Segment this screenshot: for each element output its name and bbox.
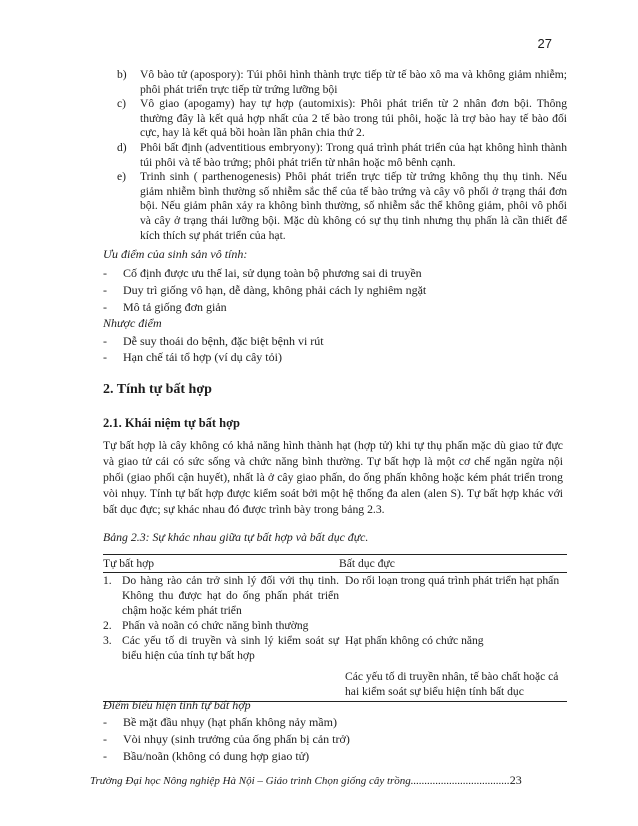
advantage-item: - Mô tả giống đơn giản bbox=[103, 300, 227, 314]
table-row bbox=[103, 663, 567, 701]
expression-item: - Bề mặt đầu nhụy (hạt phấn không nảy mầm) bbox=[103, 715, 337, 729]
table-row bbox=[103, 618, 567, 633]
comparison-table bbox=[103, 554, 567, 702]
expression-item: - Vòi nhụy (sinh trưởng của ống phấn bị cản trở) bbox=[103, 732, 350, 746]
list-marker: e) bbox=[117, 170, 127, 184]
footer-text: Trường Đại học Nông nghiệp Hà Nội – Giáo trình Chọn giống cây trồng.................................... bbox=[90, 775, 510, 787]
table-row bbox=[103, 633, 567, 663]
list-item-text: Vô bào tử (apospory): Túi phôi hình thành trực tiếp từ tế bào xô ma và không giảm nhiễm; phôi phát triển trực tiếp từ trứng lưỡng bội bbox=[140, 68, 567, 96]
table-cell: 2. Phấn và noãn có chức năng bình thường bbox=[103, 619, 309, 632]
list-item-text: Trinh sinh ( parthenogenesis) Phôi phát triển trực tiếp từ trứng không thụ thụ tinh. Nếu giảm nhiễm bình thường số nhiễm sắc thể của tế bào trứng và cây vô phối ở trạng thái đơn bội. Nếu giảm phân xảy ra không bình thường, số nhiễm sắc thể không giảm, phôi vô phối và cây ở trạng thái lưỡng bội. Mặc dù không có sự thụ tinh nhưng thụ phấn là cần thiết để kích thích sự phát triển của hạt. bbox=[140, 170, 567, 242]
table-header bbox=[103, 555, 567, 573]
table-row bbox=[103, 573, 567, 618]
list-item-text: Phôi bất định (adventitious embryony): Trong quá trình phát triển của hạt không hình thành túi phôi và tế bào trứng; phôi phát triển từ nhân hoặc mô bênh cạnh. bbox=[140, 140, 567, 169]
table-caption: Bảng 2.3: Sự khác nhau giữa tự bất hợp và bất dục đực. bbox=[103, 530, 369, 544]
list-marker: c) bbox=[117, 97, 127, 111]
disadvantage-item: - Hạn chế tái tổ hợp (ví dụ cây tỏi) bbox=[103, 350, 282, 364]
table-cell bbox=[345, 618, 567, 633]
table-cell: 3. Các yếu tố di truyền và sinh lý kiểm soát sự biểu hiện của tính tự bất hợp bbox=[103, 634, 339, 662]
table-header-cell: Bất dục đực bbox=[339, 557, 395, 570]
disadvantage-item: - Dễ suy thoái do bệnh, đặc biệt bệnh vi rút bbox=[103, 334, 324, 348]
list-marker: d) bbox=[117, 140, 127, 154]
reproduction-type-list bbox=[117, 68, 567, 243]
disadvantages-heading: Nhược điểm bbox=[103, 316, 162, 330]
advantages-heading: Ưu điểm của sinh sản vô tính: bbox=[103, 247, 248, 261]
list-item bbox=[117, 97, 567, 141]
list-item-text: Vô giao (apogamy) hay tự hợp (automixis): Phôi phát triển từ 2 nhân đơn bội. Thông thường đây là kết quả hợp nhất của 2 tế bào trong túi phôi, hoặc là trợ bào hay tế bào đối cực, hay là kết quả bồi hoàn lần phân chia thứ 2. bbox=[140, 97, 567, 140]
table-cell: Các yếu tố di truyền nhân, tế bào chất hoặc cả hai kiểm soát sự biểu hiện tính bất dục bbox=[345, 670, 559, 698]
table-cell bbox=[103, 669, 345, 699]
table-cell: Do rối loạn trong quá trình phát triển hạt phấn bbox=[345, 574, 560, 587]
paragraph: Tự bất hợp là cây không có khả năng hình thành hạt (hợp tử) khi tự thụ phấn mặc dù giao tử đực và giao tử cái có sức sống và chức năng bình thường. Tự bất hợp là một cơ chế ngăn ngừa nội phối (giao phối cận huyết), nhất là ở cây giao phấn, do ống phấn không hoặc kém phát triển trong vòi nhụy. Tính tự bất hợp được kiểm soát bởi một hệ thống đa alen (alen S). Tự bất hợp khác với bất dục đực; sự khác nhau đó được trình bày trong bảng 2.3. bbox=[103, 439, 563, 516]
expression-heading: Điểm biểu hiện tính tự bất hợp bbox=[103, 698, 251, 712]
table-cell: Hạt phấn không có chức năng bbox=[345, 634, 484, 647]
expression-item: - Bầu/noãn (không có dung hợp giao tử) bbox=[103, 749, 310, 763]
table-cell: 1. Do hàng rào cản trở sinh lý đối với thụ tinh. Không thu được hạt do ống phấn phát triển chậm hoặc kém phát triển bbox=[103, 574, 339, 617]
page-footer bbox=[90, 773, 550, 788]
advantage-item: - Cố định được ưu thế lai, sử dụng toàn bộ phương sai di truyền bbox=[103, 266, 422, 280]
list-marker: b) bbox=[117, 68, 127, 81]
subsection-title: 2.1. Khái niệm tự bất hợp bbox=[103, 416, 241, 430]
footer-page-number: 23 bbox=[509, 773, 522, 787]
advantage-item: - Duy trì giống vô hạn, dễ dàng, không phải cách ly nghiêm ngặt bbox=[103, 283, 427, 297]
table-header-cell: Tự bất hợp bbox=[103, 557, 155, 570]
section-title: 2. Tính tự bất hợp bbox=[103, 382, 212, 397]
page-number-top: 27 bbox=[537, 36, 552, 51]
list-item bbox=[117, 170, 567, 243]
list-item bbox=[117, 141, 567, 170]
list-item bbox=[117, 68, 567, 97]
